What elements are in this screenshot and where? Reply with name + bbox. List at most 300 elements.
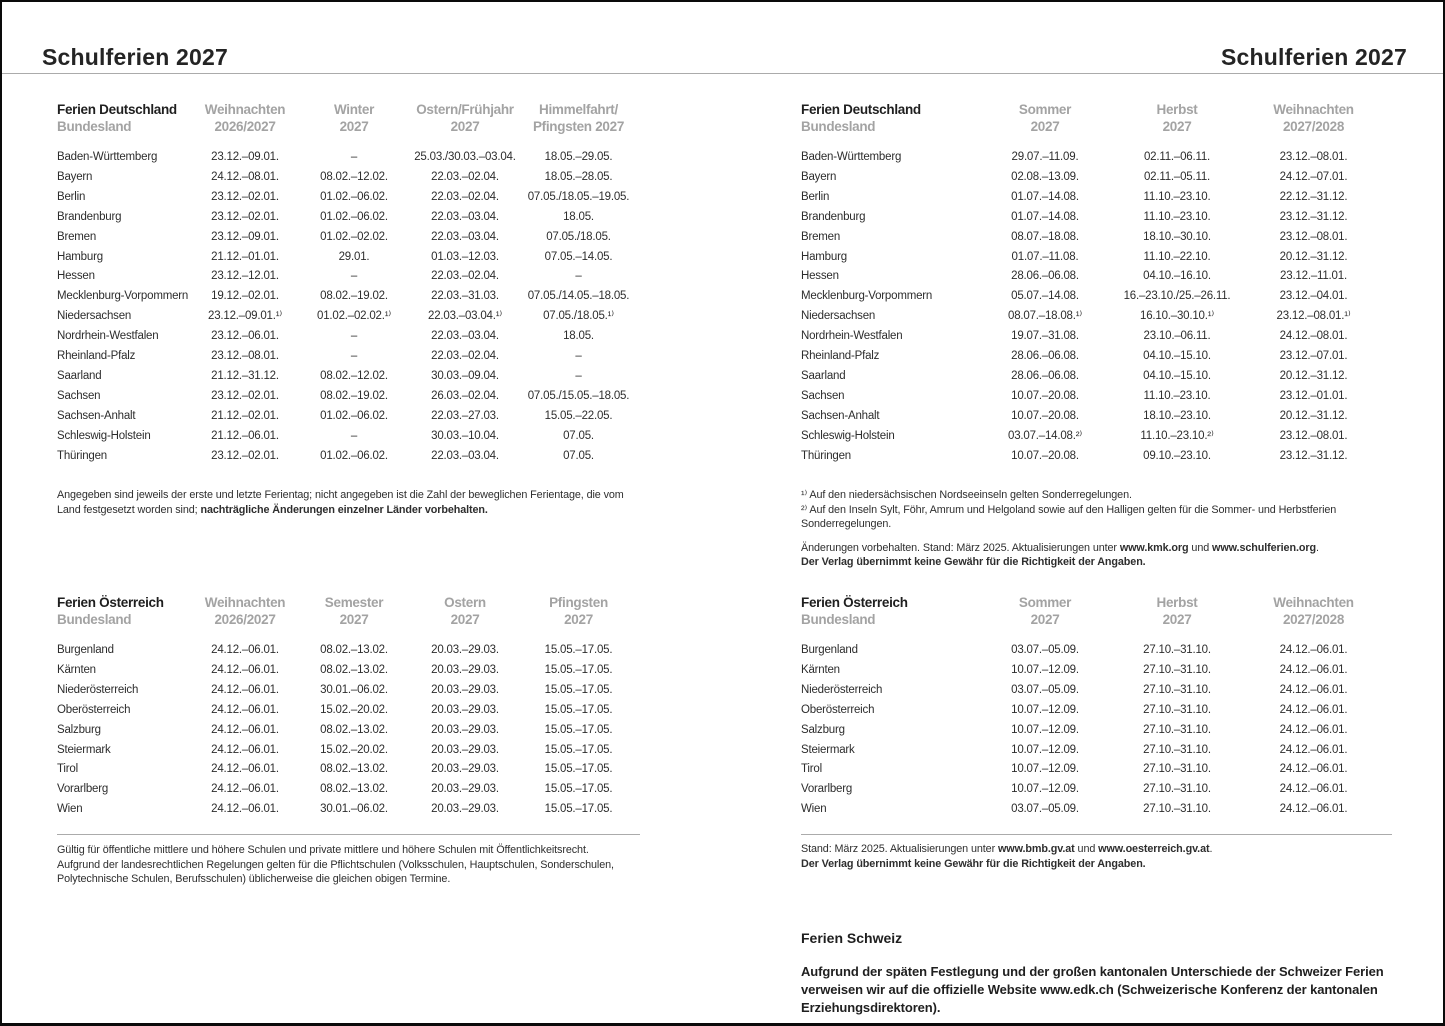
date-range-cell: 23.12.–08.01. bbox=[1279, 151, 1348, 163]
date-range-cell: 01.02.–06.02. bbox=[320, 449, 388, 462]
bundesland-cell: Berlin bbox=[57, 190, 86, 203]
bundesland-cell: Sachsen-Anhalt bbox=[57, 409, 136, 422]
bundesland-cell: Brandenburg bbox=[57, 210, 122, 223]
bundesland-cell: Vorarlberg bbox=[801, 783, 853, 796]
bundesland-cell: Tirol bbox=[801, 763, 822, 776]
date-range-cell: 08.07.–18.08. bbox=[1011, 230, 1079, 243]
column-header: Sommer 2027 bbox=[1018, 595, 1072, 627]
table-row bbox=[57, 741, 640, 761]
table-title: Ferien Deutschland bbox=[801, 102, 921, 117]
date-range-cell: 08.02.–12.02. bbox=[320, 170, 388, 183]
date-range-cell: 15.05.–17.05. bbox=[544, 763, 613, 776]
date-range-cell: 11.10.–23.10. bbox=[1143, 190, 1211, 203]
date-range-cell: 24.12.–06.01. bbox=[1279, 743, 1348, 756]
bundesland-cell: Burgenland bbox=[57, 644, 114, 656]
table-row bbox=[801, 800, 1392, 820]
bundesland-cell: Tirol bbox=[57, 763, 78, 776]
date-range-cell: 18.10.–30.10. bbox=[1143, 230, 1211, 243]
table-row bbox=[57, 168, 640, 188]
germany-footnotes-right bbox=[801, 488, 1392, 570]
table-row bbox=[57, 188, 640, 208]
date-range-cell: 20.03.–29.03. bbox=[431, 644, 499, 656]
austria-note-left bbox=[57, 843, 640, 887]
date-range-cell: 27.10.–31.10. bbox=[1143, 703, 1211, 716]
column-header: Ostern/Frühjahr 2027 bbox=[416, 102, 514, 134]
date-range-cell: 24.12.–06.01. bbox=[211, 783, 279, 796]
germany-table-left bbox=[57, 101, 640, 467]
table-row bbox=[801, 780, 1392, 800]
bundesland-cell: Hessen bbox=[57, 270, 95, 283]
text-segment: Angegeben sind jeweils der erste und letzte Ferientag; nicht angegeben ist die Zahl der beweglichen Ferientage, die vom Land festgesetzt worden sind; bbox=[57, 489, 624, 516]
date-range-cell: 08.02.–13.02. bbox=[320, 663, 388, 676]
table-title-cell bbox=[57, 101, 195, 148]
date-range-cell: 10.07.–12.09. bbox=[1011, 763, 1079, 776]
bundesland-cell: Saarland bbox=[57, 369, 102, 382]
bundesland-cell: Vorarlberg bbox=[57, 783, 109, 796]
table-row bbox=[801, 287, 1392, 307]
bundesland-cell: Baden-Württemberg bbox=[57, 151, 158, 163]
date-range-cell: 07.05./18.05.¹⁾ bbox=[543, 310, 614, 323]
text-segment: . bbox=[1209, 843, 1213, 855]
date-range-cell: – bbox=[575, 350, 582, 363]
column-header: Herbst 2027 bbox=[1156, 102, 1198, 134]
column-header: Sommer 2027 bbox=[1018, 102, 1072, 134]
date-range-cell: 30.03.–10.04. bbox=[431, 429, 499, 442]
table-row bbox=[57, 208, 640, 228]
date-range-cell: 20.12.–31.12. bbox=[1279, 250, 1348, 263]
date-range-cell: 20.03.–29.03. bbox=[431, 803, 499, 816]
date-range-cell: 22.03.–31.03. bbox=[431, 290, 499, 303]
table-row bbox=[57, 681, 640, 701]
date-range-cell: 15.05.–17.05. bbox=[544, 663, 613, 676]
date-range-cell: 24.12.–07.01. bbox=[1279, 170, 1348, 183]
date-range-cell: 03.07.–05.09. bbox=[1011, 644, 1079, 656]
date-range-cell: 15.05.–17.05. bbox=[544, 683, 613, 696]
switzerland-section bbox=[801, 930, 1392, 1017]
date-range-cell: 18.05. bbox=[563, 330, 594, 343]
date-range-cell: 24.12.–06.01. bbox=[1279, 663, 1348, 676]
table-subtitle: Bundesland bbox=[801, 612, 876, 627]
disclaimer: Der Verlag übernimmt keine Gewähr für die Richtigkeit der Angaben. bbox=[801, 556, 1146, 569]
date-range-cell: 10.07.–20.08. bbox=[1011, 389, 1079, 402]
table-row bbox=[57, 641, 640, 661]
column-header: Semester 2027 bbox=[324, 595, 384, 627]
bundesland-cell: Salzburg bbox=[57, 723, 101, 736]
bundesland-cell: Thüringen bbox=[57, 449, 107, 462]
date-range-cell: 24.12.–08.01. bbox=[211, 170, 279, 183]
date-range-cell: 11.10.–23.10.²⁾ bbox=[1140, 429, 1214, 442]
date-range-cell: 23.12.–02.01. bbox=[211, 389, 279, 402]
date-range-cell: 28.06.–06.08. bbox=[1011, 369, 1079, 382]
bundesland-cell: Mecklenburg-Vorpommern bbox=[801, 290, 933, 303]
date-range-cell: 08.02.–13.02. bbox=[320, 644, 388, 656]
table-row bbox=[801, 148, 1392, 168]
text-segment: und bbox=[1188, 541, 1213, 554]
bundesland-cell: Hessen bbox=[801, 270, 839, 283]
germany-note-left bbox=[57, 488, 640, 517]
date-range-cell: 20.03.–29.03. bbox=[431, 783, 499, 796]
table-title-cell bbox=[801, 101, 971, 148]
table-subtitle: Bundesland bbox=[801, 119, 876, 134]
germany-table-right bbox=[801, 101, 1392, 467]
date-range-cell: 01.07.–14.08. bbox=[1011, 210, 1079, 223]
table-row bbox=[801, 701, 1392, 721]
date-range-cell: 22.03.–03.04. bbox=[431, 230, 499, 243]
date-range-cell: 08.02.–12.02. bbox=[320, 369, 388, 382]
text-segment: www.bmb.gv.at bbox=[997, 843, 1075, 855]
date-range-cell: 08.02.–19.02. bbox=[320, 290, 388, 303]
column-header: Weihnachten 2027/2028 bbox=[1273, 102, 1354, 134]
date-range-cell: 27.10.–31.10. bbox=[1143, 644, 1211, 656]
bundesland-cell: Kärnten bbox=[801, 663, 840, 676]
bundesland-cell: Oberösterreich bbox=[801, 703, 875, 716]
bundesland-cell: Hamburg bbox=[57, 250, 103, 263]
date-range-cell: 04.10.–15.10. bbox=[1143, 369, 1211, 382]
date-range-cell: 24.12.–06.01. bbox=[211, 683, 279, 696]
date-range-cell: 07.05. bbox=[563, 449, 594, 462]
date-range-cell: 10.07.–20.08. bbox=[1011, 409, 1079, 422]
date-range-cell: 24.12.–06.01. bbox=[211, 663, 279, 676]
date-range-cell: 21.12.–31.12. bbox=[211, 369, 279, 382]
date-range-cell: 27.10.–31.10. bbox=[1143, 783, 1211, 796]
date-range-cell: 08.02.–13.02. bbox=[320, 763, 388, 776]
date-range-cell: 22.03.–03.04. bbox=[431, 449, 499, 462]
table-row bbox=[57, 367, 640, 387]
date-range-cell: 20.03.–29.03. bbox=[431, 663, 499, 676]
bundesland-cell: Niedersachsen bbox=[57, 310, 132, 323]
date-range-cell: 08.02.–19.02. bbox=[320, 389, 388, 402]
date-range-cell: 15.05.–17.05. bbox=[544, 703, 613, 716]
date-range-cell: 23.10.–06.11. bbox=[1143, 330, 1211, 343]
date-range-cell: 19.12.–02.01. bbox=[211, 290, 279, 303]
date-range-cell: 24.12.–06.01. bbox=[1279, 683, 1348, 696]
table-subtitle: Bundesland bbox=[57, 612, 132, 627]
table-header bbox=[801, 594, 1392, 641]
date-range-cell: 01.07.–14.08. bbox=[1011, 190, 1079, 203]
table-title-cell bbox=[801, 594, 971, 641]
date-range-cell: 08.07.–18.08.¹⁾ bbox=[1008, 310, 1082, 323]
date-range-cell: 26.03.–02.04. bbox=[431, 389, 499, 402]
table-row bbox=[57, 248, 640, 268]
date-range-cell: 28.06.–06.08. bbox=[1011, 270, 1079, 283]
date-range-cell: 07.05./14.05.–18.05. bbox=[527, 290, 630, 303]
date-range-cell: 23.12.–31.12. bbox=[1279, 449, 1348, 462]
date-range-cell: 05.07.–14.08. bbox=[1011, 290, 1079, 303]
bundesland-cell: Salzburg bbox=[801, 723, 845, 736]
bundesland-cell: Sachsen bbox=[801, 389, 845, 402]
date-range-cell: 22.03.–02.04. bbox=[431, 350, 499, 363]
bundesland-cell: Burgenland bbox=[801, 644, 858, 656]
footnote-1: ¹⁾ Auf den niedersächsischen Nordseeinseln gelten Sonderregelungen. bbox=[801, 489, 1132, 501]
date-range-cell: 16.10.–30.10.¹⁾ bbox=[1140, 310, 1214, 323]
date-range-cell: 23.12.–02.01. bbox=[211, 449, 279, 462]
table-row bbox=[801, 327, 1392, 347]
date-range-cell: 21.12.–06.01. bbox=[211, 429, 279, 442]
table-row bbox=[801, 407, 1392, 427]
date-range-cell: 04.10.–15.10. bbox=[1143, 350, 1211, 363]
date-range-cell: 24.12.–06.01. bbox=[211, 803, 279, 816]
date-range-cell: 22.03.–02.04. bbox=[431, 270, 499, 283]
text-segment: und bbox=[1074, 843, 1099, 855]
table-title: Ferien Deutschland bbox=[57, 102, 177, 117]
date-range-cell: 23.12.–08.01. bbox=[211, 350, 279, 363]
bundesland-cell: Sachsen bbox=[57, 389, 101, 402]
date-range-cell: 28.06.–06.08. bbox=[1011, 350, 1079, 363]
date-range-cell: 22.12.–31.12. bbox=[1279, 190, 1348, 203]
table-row bbox=[57, 307, 640, 327]
date-range-cell: 01.03.–12.03. bbox=[431, 250, 499, 263]
bundesland-cell: Wien bbox=[801, 803, 827, 816]
date-range-cell: 08.02.–13.02. bbox=[320, 723, 388, 736]
table-subtitle: Bundesland bbox=[57, 119, 132, 134]
date-range-cell: 15.05.–17.05. bbox=[544, 644, 613, 656]
table-header bbox=[801, 101, 1392, 148]
date-range-cell: 01.02.–02.02. bbox=[320, 230, 388, 243]
table-row bbox=[57, 148, 640, 168]
date-range-cell: 24.12.–06.01. bbox=[1279, 723, 1348, 736]
date-range-cell: 27.10.–31.10. bbox=[1143, 683, 1211, 696]
date-range-cell: 15.02.–20.02. bbox=[320, 703, 388, 716]
date-range-cell: 23.12.–06.01. bbox=[211, 330, 279, 343]
date-range-cell: 23.12.–09.01. bbox=[211, 151, 279, 163]
date-range-cell: 03.07.–05.09. bbox=[1011, 683, 1079, 696]
bundesland-cell: Niedersachsen bbox=[801, 310, 876, 323]
date-range-cell: 15.05.–17.05. bbox=[544, 743, 613, 756]
date-range-cell: 27.10.–31.10. bbox=[1143, 663, 1211, 676]
table-row bbox=[801, 721, 1392, 741]
date-range-cell: 23.12.–11.01. bbox=[1280, 270, 1347, 283]
table-row bbox=[801, 168, 1392, 188]
date-range-cell: 19.07.–31.08. bbox=[1011, 330, 1079, 343]
date-range-cell: 30.01.–06.02. bbox=[320, 683, 388, 696]
table-row bbox=[57, 447, 640, 467]
bundesland-cell: Thüringen bbox=[801, 449, 851, 462]
bundesland-cell: Saarland bbox=[801, 369, 846, 382]
date-range-cell: 21.12.–01.01. bbox=[211, 250, 279, 263]
date-range-cell: 20.03.–29.03. bbox=[431, 683, 499, 696]
table-row bbox=[57, 427, 640, 447]
bundesland-cell: Hamburg bbox=[801, 250, 847, 263]
bundesland-cell: Brandenburg bbox=[801, 210, 866, 223]
date-range-cell: 15.05.–17.05. bbox=[544, 783, 613, 796]
table-row bbox=[801, 760, 1392, 780]
bundesland-cell: Berlin bbox=[801, 190, 830, 203]
date-range-cell: 07.05. bbox=[563, 429, 594, 442]
table-row bbox=[57, 387, 640, 407]
date-range-cell: 10.07.–12.09. bbox=[1011, 783, 1079, 796]
table-title: Ferien Österreich bbox=[801, 595, 908, 610]
table-row bbox=[57, 760, 640, 780]
table-row bbox=[801, 387, 1392, 407]
text-segment: nachträgliche Änderungen einzelner Länder vorbehalten. bbox=[200, 503, 488, 516]
date-range-cell: 18.05.–29.05. bbox=[544, 151, 613, 163]
date-range-cell: 10.07.–20.08. bbox=[1011, 449, 1079, 462]
table-row bbox=[57, 661, 640, 681]
bundesland-cell: Schleswig-Holstein bbox=[57, 429, 151, 442]
date-range-cell: 24.12.–06.01. bbox=[211, 703, 279, 716]
date-range-cell: 20.12.–31.12. bbox=[1279, 409, 1348, 422]
date-range-cell: – bbox=[350, 151, 358, 163]
table-row bbox=[57, 228, 640, 248]
text-segment: www.schulferien.org bbox=[1212, 541, 1316, 554]
column-header: Ostern 2027 bbox=[444, 595, 486, 627]
column-header: Himmelfahrt/ Pfingsten 2027 bbox=[532, 102, 625, 134]
date-range-cell: 24.12.–06.01. bbox=[211, 644, 279, 656]
date-range-cell: 23.12.–07.01. bbox=[1279, 350, 1348, 363]
column-header: Weihnachten 2026/2027 bbox=[204, 102, 286, 134]
table-body bbox=[57, 641, 640, 820]
date-range-cell: 22.03.–03.04. bbox=[431, 330, 499, 343]
date-range-cell: 01.02.–06.02. bbox=[320, 409, 388, 422]
table-row bbox=[801, 681, 1392, 701]
austria-table-right bbox=[801, 594, 1392, 820]
text-segment: www.oesterreich.gv.at bbox=[1098, 843, 1210, 855]
date-range-cell: 23.12.–08.01. bbox=[1279, 429, 1348, 442]
table-row bbox=[57, 287, 640, 307]
date-range-cell: 27.10.–31.10. bbox=[1143, 763, 1211, 776]
date-range-cell: 15.05.–17.05. bbox=[544, 723, 613, 736]
date-range-cell: 08.02.–13.02. bbox=[320, 783, 388, 796]
table-row bbox=[801, 661, 1392, 681]
date-range-cell: 30.01.–06.02. bbox=[320, 803, 388, 816]
date-range-cell: 18.10.–23.10. bbox=[1143, 409, 1211, 422]
bundesland-cell: Rheinland-Pfalz bbox=[801, 350, 880, 363]
date-range-cell: 23.12.–09.01.¹⁾ bbox=[208, 310, 282, 323]
table-row bbox=[801, 248, 1392, 268]
bundesland-cell: Rheinland-Pfalz bbox=[57, 350, 136, 363]
date-range-cell: 23.12.–31.12. bbox=[1279, 210, 1348, 223]
switzerland-text: Aufgrund der späten Festlegung und der großen kantonalen Unterschiede der Schweizer Ferien verweisen wir auf die offizielle Website www.edk.ch (Schweizerische Konferenz der kantonalen Erziehungsdirektoren). bbox=[801, 964, 1384, 1015]
table-row bbox=[801, 427, 1392, 447]
date-range-cell: 04.10.–16.10. bbox=[1143, 270, 1211, 283]
date-range-cell: 20.03.–29.03. bbox=[431, 743, 499, 756]
table-row bbox=[801, 228, 1392, 248]
text-segment: www.kmk.org bbox=[1119, 541, 1189, 554]
date-range-cell: 01.02.–06.02. bbox=[320, 210, 388, 223]
date-range-cell: 01.02.–02.02.¹⁾ bbox=[317, 310, 391, 323]
date-range-cell: 11.10.–23.10. bbox=[1143, 389, 1211, 402]
date-range-cell: 24.12.–06.01. bbox=[211, 763, 279, 776]
table-row bbox=[57, 267, 640, 287]
date-range-cell: 10.07.–12.09. bbox=[1011, 703, 1079, 716]
date-range-cell: 23.12.–08.01. bbox=[1279, 230, 1348, 243]
date-range-cell: – bbox=[350, 330, 358, 343]
date-range-cell: 22.03.–03.04. bbox=[431, 210, 499, 223]
bundesland-cell: Bremen bbox=[801, 230, 841, 243]
date-range-cell: 20.03.–29.03. bbox=[431, 703, 499, 716]
date-range-cell: 02.08.–13.09. bbox=[1011, 170, 1079, 183]
date-range-cell: 23.12.–02.01. bbox=[211, 190, 279, 203]
date-range-cell: 23.12.–12.01. bbox=[211, 270, 279, 283]
date-range-cell: 24.12.–06.01. bbox=[1279, 703, 1348, 716]
bundesland-cell: Kärnten bbox=[57, 663, 96, 676]
date-range-cell: 20.03.–29.03. bbox=[431, 763, 499, 776]
bundesland-cell: Wien bbox=[57, 803, 83, 816]
table-header bbox=[57, 594, 640, 641]
date-range-cell: – bbox=[350, 429, 358, 442]
date-range-cell: 15.05.–17.05. bbox=[544, 803, 613, 816]
bundesland-cell: Steiermark bbox=[801, 743, 855, 756]
bundesland-cell: Steiermark bbox=[57, 743, 111, 756]
table-row bbox=[57, 327, 640, 347]
date-range-cell: 24.12.–08.01. bbox=[1279, 330, 1348, 343]
column-header: Pfingsten 2027 bbox=[549, 595, 608, 627]
date-range-cell: 22.03.–03.04.¹⁾ bbox=[428, 310, 502, 323]
austria-rule-left bbox=[57, 834, 640, 835]
table-row bbox=[57, 347, 640, 367]
date-range-cell: 21.12.–02.01. bbox=[211, 409, 279, 422]
austria-table-left bbox=[57, 594, 640, 820]
table-row bbox=[801, 641, 1392, 661]
text-segment: Stand: März 2025. Aktualisierungen unter bbox=[801, 843, 998, 855]
date-range-cell: 07.05.–14.05. bbox=[544, 250, 613, 263]
header-rule bbox=[2, 73, 1443, 74]
date-range-cell: 18.05. bbox=[563, 210, 594, 223]
column-header: Weihnachten 2027/2028 bbox=[1273, 595, 1354, 627]
date-range-cell: – bbox=[350, 350, 358, 363]
date-range-cell: 10.07.–12.09. bbox=[1011, 723, 1079, 736]
austria-rule-right bbox=[801, 834, 1392, 835]
table-header bbox=[57, 101, 640, 148]
date-range-cell: 18.05.–28.05. bbox=[544, 170, 613, 183]
date-range-cell: 03.07.–05.09. bbox=[1011, 803, 1079, 816]
date-range-cell: 24.12.–06.01. bbox=[1279, 644, 1348, 656]
bundesland-cell: Sachsen-Anhalt bbox=[801, 409, 880, 422]
column-header: Weihnachten 2026/2027 bbox=[204, 595, 286, 627]
table-row bbox=[801, 307, 1392, 327]
bundesland-cell: Bayern bbox=[801, 170, 837, 183]
date-range-cell: 15.02.–20.02. bbox=[320, 743, 388, 756]
date-range-cell: 22.03.–27.03. bbox=[431, 409, 499, 422]
date-range-cell: 23.12.–08.01.¹⁾ bbox=[1276, 310, 1351, 323]
column-header: Winter 2027 bbox=[333, 102, 375, 134]
date-range-cell: 11.10.–22.10. bbox=[1143, 250, 1211, 263]
date-range-cell: 10.07.–12.09. bbox=[1011, 743, 1079, 756]
table-row bbox=[801, 347, 1392, 367]
date-range-cell: – bbox=[350, 270, 358, 283]
page-title-right: Schulferien 2027 bbox=[1220, 44, 1407, 70]
date-range-cell: 10.07.–12.09. bbox=[1011, 663, 1079, 676]
note-line: Aufgrund der landesrechtlichen Regelungen gelten für die Pflichtschulen (Volksschulen, Hauptschulen, Sonderschulen, Polytechnische Schulen, Berufsschulen) üblicherweise die gleichen obigen Termine. bbox=[57, 858, 614, 886]
date-range-cell: 23.12.–02.01. bbox=[211, 210, 279, 223]
bundesland-cell: Nordrhein-Westfalen bbox=[801, 330, 903, 343]
note-line: Gültig für öffentliche mittlere und höhere Schulen und private mittlere und höhere Schulen mit Öffentlichkeitsrecht. bbox=[57, 844, 589, 856]
bundesland-cell: Oberösterreich bbox=[57, 703, 131, 716]
table-row bbox=[57, 701, 640, 721]
table-title: Ferien Österreich bbox=[57, 595, 164, 610]
table-row bbox=[801, 267, 1392, 287]
switzerland-title: Ferien Schweiz bbox=[801, 930, 903, 946]
date-range-cell: 02.11.–06.11. bbox=[1143, 151, 1211, 163]
table-body bbox=[801, 641, 1392, 820]
date-range-cell: 24.12.–06.01. bbox=[1279, 763, 1348, 776]
date-range-cell: 07.05./18.05. bbox=[546, 230, 611, 243]
table-body bbox=[801, 148, 1392, 467]
table-row bbox=[57, 407, 640, 427]
date-range-cell: 24.12.–06.01. bbox=[211, 743, 279, 756]
table-row bbox=[57, 780, 640, 800]
date-range-cell: 29.07.–11.09. bbox=[1011, 151, 1079, 163]
date-range-cell: 09.10.–23.10. bbox=[1143, 449, 1211, 462]
date-range-cell: 25.03./30.03.–03.04. bbox=[414, 151, 516, 163]
date-range-cell: 11.10.–23.10. bbox=[1143, 210, 1211, 223]
date-range-cell: 07.05./18.05.–19.05. bbox=[527, 190, 630, 203]
table-row bbox=[801, 188, 1392, 208]
bundesland-cell: Bremen bbox=[57, 230, 97, 243]
date-range-cell: 22.03.–02.04. bbox=[431, 190, 499, 203]
bundesland-cell: Nordrhein-Westfalen bbox=[57, 330, 159, 343]
date-range-cell: 27.10.–31.10. bbox=[1143, 723, 1211, 736]
